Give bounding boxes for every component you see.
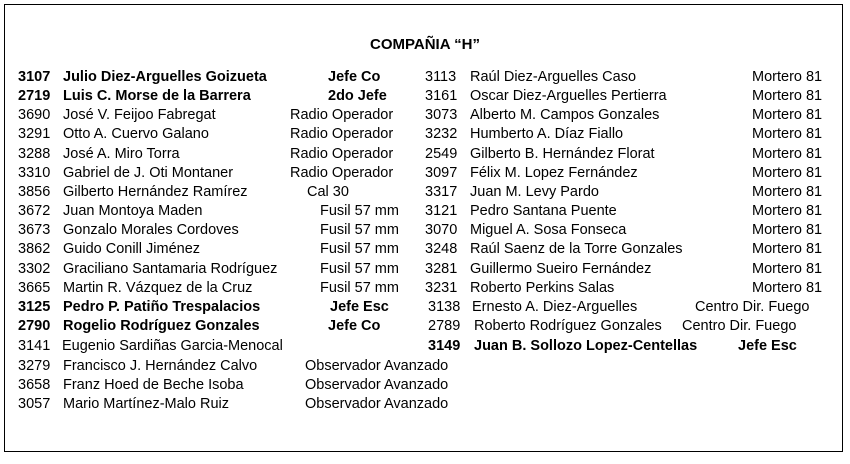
member-name: José A. Miro Torra [63,146,180,162]
member-role: Mortero 81 [752,261,823,277]
member-role: Mortero 81 [752,107,823,123]
service-number: 3121 [425,203,458,219]
member-role: Mortero 81 [752,241,823,257]
member-name: Alberto M. Campos Gonzales [470,107,660,123]
member-name: Eugenio Sardiñas Garcia-Menocal [62,338,283,354]
service-number: 3125 [18,299,51,315]
right-column-row [0,317,850,336]
service-number: 3281 [425,261,458,277]
right-column-row [0,298,850,317]
right-column-row [0,202,850,221]
service-number: 3310 [18,165,51,181]
member-name: Gilberto B. Hernández Florat [470,146,655,162]
service-number: 3073 [425,107,458,123]
member-role: Jefe Co [328,69,381,85]
member-name: Martin R. Vázquez de la Cruz [63,280,253,296]
service-number: 2549 [425,146,458,162]
member-role: Jefe Co [328,318,381,334]
member-role: Observador Avanzado [305,358,449,374]
right-column-row [0,87,850,106]
service-number: 2719 [18,88,51,104]
member-name: Juan M. Levy Pardo [470,184,599,200]
right-column-row [0,68,850,87]
member-name: Graciliano Santamaria Rodríguez [63,261,278,277]
left-column-row [0,357,850,376]
member-role: Mortero 81 [752,280,823,296]
right-column-row [0,221,850,240]
service-number: 3107 [18,69,51,85]
right-column-row [0,125,850,144]
member-name: Raúl Diez-Arguelles Caso [470,69,637,85]
member-role: Jefe Esc [738,338,797,354]
member-name: Guillermo Sueiro Fernández [470,261,652,277]
member-role: Mortero 81 [752,88,823,104]
service-number: 3302 [18,261,51,277]
member-role: Centro Dir. Fuego [695,299,810,315]
service-number: 3291 [18,126,51,142]
member-role: Fusil 57 mm [320,261,399,277]
member-role: Fusil 57 mm [320,222,399,238]
service-number: 3658 [18,377,51,393]
member-role: Mortero 81 [752,69,823,85]
member-name: Luis C. Morse de la Barrera [63,88,251,104]
member-role: 2do Jefe [328,88,387,104]
service-number: 3279 [18,358,51,374]
service-number: 3113 [425,69,457,85]
service-number: 3070 [425,222,458,238]
member-name: Pedro Santana Puente [470,203,617,219]
member-name: Gonzalo Morales Cordoves [63,222,239,238]
member-name: Guido Conill Jiménez [63,241,201,257]
right-column-row [0,183,850,202]
member-role: Mortero 81 [752,165,823,181]
member-role: Mortero 81 [752,203,823,219]
member-name: Mario Martínez-Malo Ruiz [63,396,229,412]
member-name: Roberto Rodríguez Gonzales [474,318,662,334]
member-name: Juan Montoya Maden [63,203,203,219]
right-column-row [0,106,850,125]
member-role: Radio Operador [290,165,394,181]
member-name: Francisco J. Hernández Calvo [63,358,258,374]
member-name: Gabriel de J. Oti Montaner [63,165,234,181]
service-number: 3690 [18,107,51,123]
member-role: Jefe Esc [330,299,389,315]
member-role: Fusil 57 mm [320,280,399,296]
right-column-row [0,337,850,356]
member-name: Ernesto A. Diez-Arguelles [472,299,638,315]
member-role: Radio Operador [290,107,394,123]
service-number: 3097 [425,165,458,181]
member-name: Roberto Perkins Salas [470,280,615,296]
member-role: Mortero 81 [752,126,823,142]
member-role: Centro Dir. Fuego [682,318,797,334]
right-column-row [0,164,850,183]
service-number: 3161 [425,88,458,104]
service-number: 3248 [425,241,458,257]
member-role: Observador Avanzado [305,377,449,393]
service-number: 3317 [425,184,458,200]
service-number: 3232 [425,126,458,142]
service-number: 3673 [18,222,51,238]
member-name: José V. Feijoo Fabregat [63,107,216,123]
member-name: Pedro P. Patiño Trespalacios [63,299,261,315]
member-name: Raúl Saenz de la Torre Gonzales [470,241,683,257]
left-column-row [0,395,850,414]
member-name: Félix M. Lopez Fernández [470,165,638,181]
member-role: Fusil 57 mm [320,241,399,257]
service-number: 3057 [18,396,51,412]
page-title: COMPAÑIA “H” [370,36,480,53]
right-column-row [0,260,850,279]
right-column-row [0,240,850,259]
service-number: 3856 [18,184,51,200]
member-role: Observador Avanzado [305,396,449,412]
member-role: Radio Operador [290,146,394,162]
member-name: Humberto A. Díaz Fiallo [470,126,624,142]
service-number: 3149 [428,338,461,354]
service-number: 3138 [428,299,461,315]
service-number: 3862 [18,241,51,257]
member-role: Mortero 81 [752,222,823,238]
member-name: Gilberto Hernández Ramírez [63,184,248,200]
member-name: Franz Hoed de Beche Isoba [63,377,244,393]
member-name: Otto A. Cuervo Galano [63,126,209,142]
member-role: Cal 30 [307,184,349,200]
member-role: Mortero 81 [752,184,823,200]
member-name: Julio Diez-Arguelles Goizueta [63,69,267,85]
service-number: 2790 [18,318,51,334]
service-number: 3672 [18,203,51,219]
member-role: Radio Operador [290,126,394,142]
left-column-row [0,376,850,395]
service-number: 3665 [18,280,51,296]
member-name: Rogelio Rodríguez Gonzales [63,318,260,334]
right-column-row [0,279,850,298]
right-column-row [0,145,850,164]
member-name: Juan B. Sollozo Lopez-Centellas [474,338,698,354]
service-number: 3231 [425,280,458,296]
member-name: Oscar Diez-Arguelles Pertierra [470,88,667,104]
service-number: 3141 [18,338,51,354]
member-role: Mortero 81 [752,146,823,162]
member-role: Fusil 57 mm [320,203,399,219]
service-number: 2789 [428,318,461,334]
service-number: 3288 [18,146,51,162]
member-name: Miguel A. Sosa Fonseca [470,222,627,238]
